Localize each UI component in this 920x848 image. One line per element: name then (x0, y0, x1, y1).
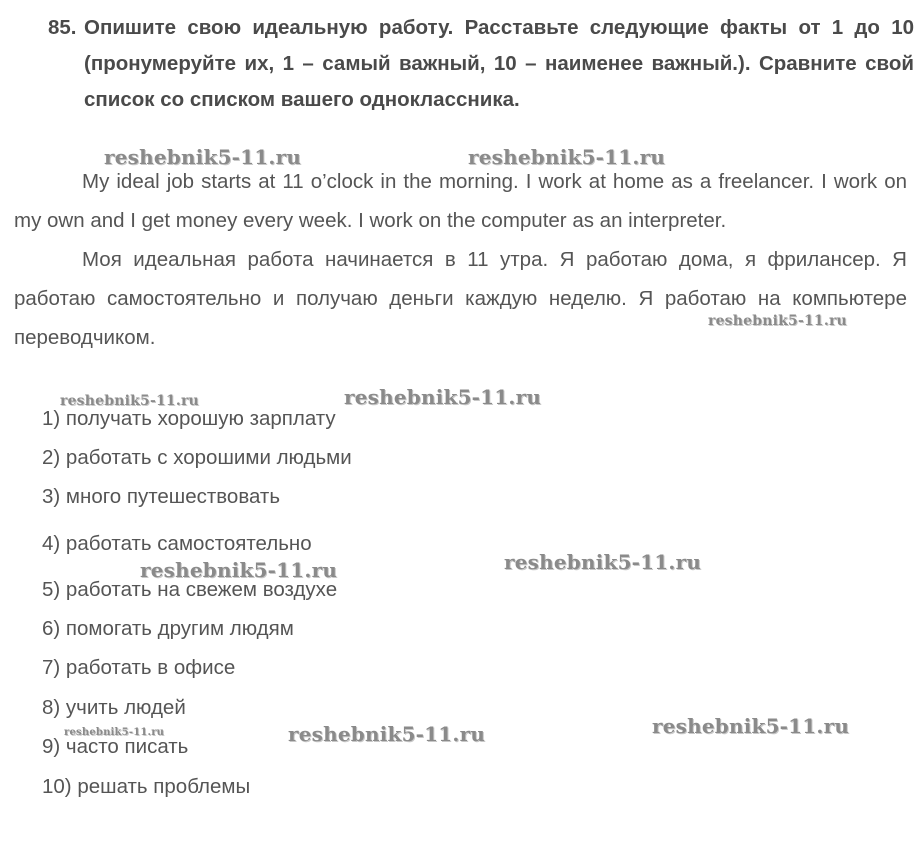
list-item: 5) работать на свежем воздухе (42, 578, 338, 601)
watermark: reshebnik5-11.ru (708, 313, 847, 329)
watermark: reshebnik5-11.ru (104, 145, 302, 169)
watermark: reshebnik5-11.ru (504, 550, 702, 574)
watermark: reshebnik5-11.ru (64, 727, 165, 738)
watermark: reshebnik5-11.ru (288, 722, 486, 746)
answer-russian: Моя идеальная работа начинается в 11 утра. Я работаю дома, я фрилансер. Я работаю самостоятельно и получаю деньги каждую неделю. Я работаю на компьютере переводчиком. (14, 248, 907, 349)
task-block (48, 10, 914, 118)
list-item: 8) учить людей (42, 696, 186, 719)
watermark: reshebnik5-11.ru (344, 385, 542, 409)
task-number: 85. (48, 16, 77, 39)
answer-english: My ideal job starts at 11 o’clock in the morning. I work at home as a freelancer. I work on my own and I get money every week. I work on the computer as an interpreter. (14, 170, 907, 232)
list-item: 1) получать хорошую зарплату (42, 407, 336, 430)
watermark: reshebnik5-11.ru (468, 145, 666, 169)
task-instruction: Опишите свою идеальную работу. Расставьте следующие факты от 1 до 10 (пронумеруйте их, 1 – самый важный, 10 – наименее важный.). Сравните свой список со списком вашего одноклассника. (84, 16, 914, 111)
list-item: 6) помогать другим людям (42, 617, 294, 640)
watermark: reshebnik5-11.ru (140, 558, 338, 582)
list-item: 2) работать с хорошими людьми (42, 446, 352, 469)
watermark: reshebnik5-11.ru (60, 393, 199, 409)
list-item: 9) часто писать (42, 735, 189, 758)
list-item: 4) работать самостоятельно (42, 532, 312, 555)
list-item: 7) работать в офисе (42, 656, 236, 679)
list-item: 10) решать проблемы (42, 775, 251, 798)
list-item: 3) много путешествовать (42, 485, 281, 508)
watermark: reshebnik5-11.ru (652, 714, 850, 738)
